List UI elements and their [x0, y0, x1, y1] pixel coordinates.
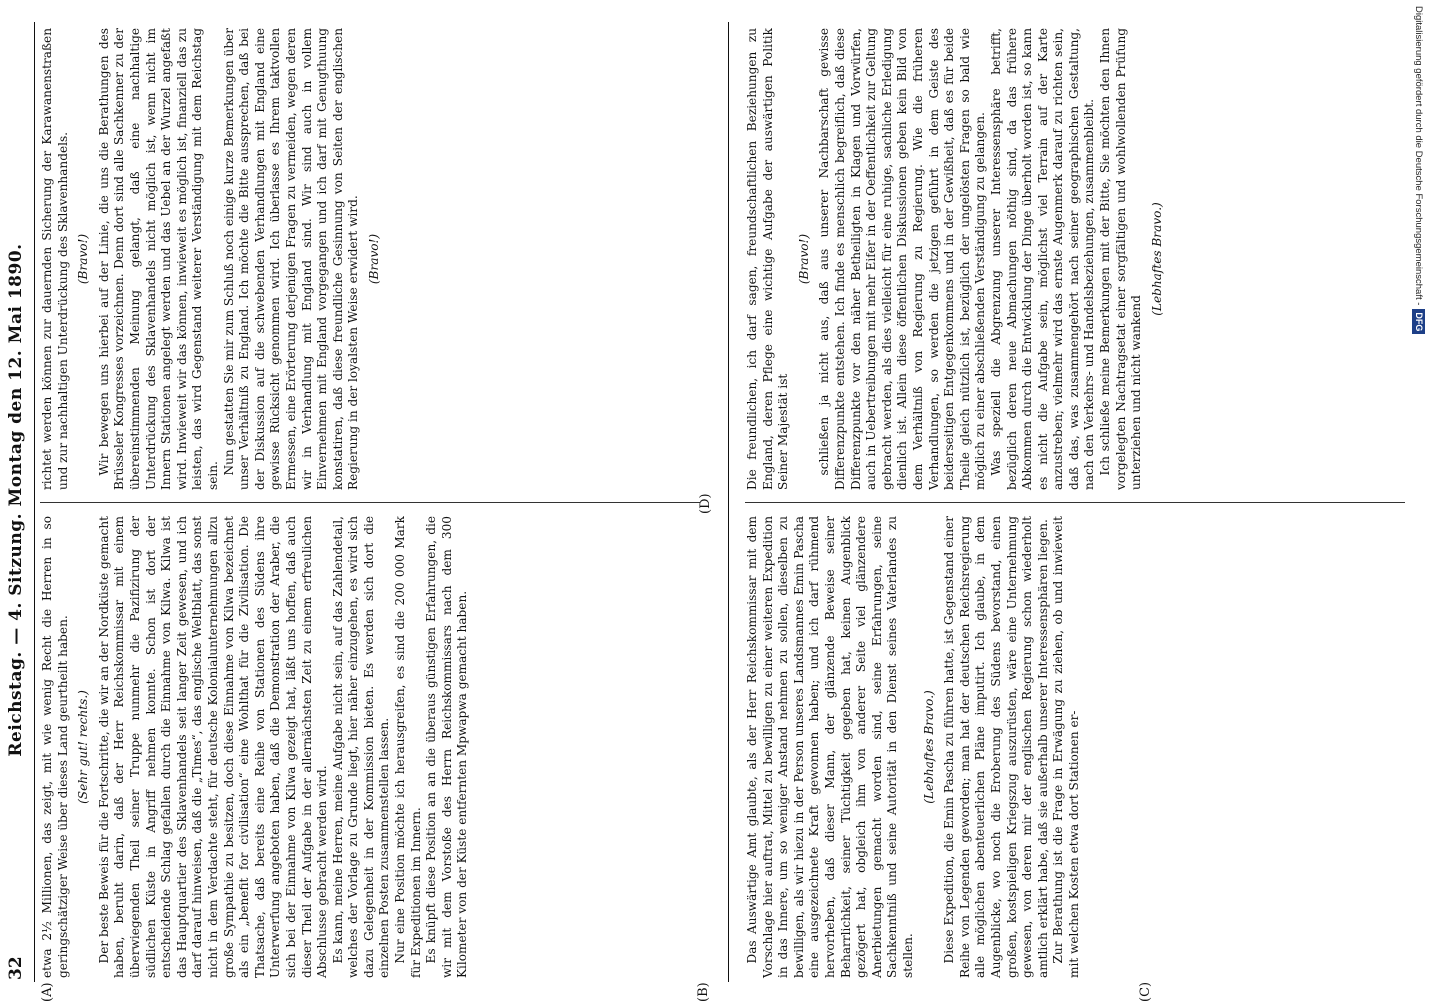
interjection: (Sehr gut! rechts.) — [76, 690, 91, 804]
column-divider — [40, 502, 700, 503]
margin-marker-c: (C) — [1138, 981, 1153, 1002]
column-a — [40, 516, 471, 978]
interjection: (Bravo!) — [366, 233, 381, 285]
margin-marker-a: (A) — [40, 982, 55, 1002]
dfg-logo: DFG — [1412, 309, 1425, 334]
interjection: (Lebhaftes Bravo.) — [1149, 202, 1164, 316]
interjection: (Lebhaftes Bravo.) — [921, 690, 936, 804]
paragraph: Es knüpft diese Position an an die überaus günstigen Erfahrungen, die wir mit dem Vorstoße des Herrn Reichskommissars nach dem 300 Kilometer von der Küste entfernten Mpwapwa gemacht haben. — [424, 516, 470, 978]
digitization-credit — [1408, 6, 1428, 386]
paragraph: Nur eine Position möchte ich herausgreifen, es sind die 200 000 Mark für Expeditionen im Innern. — [393, 516, 423, 978]
page-number: 32 — [6, 956, 26, 980]
paragraph: etwa 2½ Millionen, das zeigt, mit wie wenig Recht die Herren in so geringschätziger Weise über dieses Land geurtheilt haben. — [40, 516, 70, 978]
column-b — [40, 28, 387, 490]
margin-marker-d: (D) — [698, 493, 713, 514]
paragraph: Zur Berathung ist die Frage in Erwägung zu ziehen, ob und inwieweit mit welchen Kosten etwa dort Stationen er- — [1051, 516, 1081, 978]
interjection: (Bravo!) — [796, 233, 811, 285]
column-divider — [745, 502, 1405, 503]
paragraph: Der beste Beweis für die Fortschritte, die wir an der Nordküste gemacht haben, beruht darin, daß der Herr Reichskommissar mit einem überwiegenden Theil seiner Truppe nunmehr die Pazifizirung der südlichen Küste in Angriff nehmen konnte. Schon ist dort der entscheidende Schlag gefallen durch die Einnahme von Kilwa. Kilwa ist das Hauptquartier des Sklavenhandels seit langer Zeit gewesen, und ich darf darauf hinweisen, daß die „Times“, das englische Weltblatt, das sonst nicht in dem Verdachte steht, für deutsche Kolonialunternehmungen allzu große Sympathie zu besitzen, doch diese Einnahme von Kilwa bezeichnet als ein „benefit for civilisation“ eine Wohlthat für die Zivilisation. Die Thatsache, daß bereits eine Reihe von Stationen des Südens ihre Unterwerfung angeboten haben, daß die Demonstration der Araber, die sich bei der Einnahme von Kilwa gezeigt hat, läßt uns hoffen, daß auch dieser Theil der Aufgabe in der allernächsten Zeit zu einem erfreulichen Abschlusse gebracht werden wird. — [96, 516, 330, 978]
section-rule — [728, 22, 729, 982]
paragraph: Diese Expedition, die Emin Pascha zu führen hatte, ist Gegenstand einer Reihe von Legenden geworden; man hat der deutschen Reichsregierung alle möglichen abenteuerlichen Pläne imputirt. Ich glaube, in dem Augenblicke, wo noch die Eroberung des Südens bevorstand, einen großen, kostspieligen Kriegszug auszurüsten, wäre eine Unternehmung gewesen, von deren mir der englischen Regierung schon wiederholt amtlich erklärt habe, daß sie außerhalb unserer Interessensphären liegen. — [942, 516, 1050, 978]
running-title: Reichstag. — 4. Sitzung. Montag den 12. Mai 1890. — [6, 243, 26, 757]
paragraph: Wir bewegen uns hierbei auf der Linie, die uns die Berathungen des Brüsseler Kongresses vorzeichnen. Denn dort sind alle Sachkenner zu der übereinstimmenden Meinung gelangt, daß eine nachhaltige Unterdrückung des Sklavenhandels nicht möglich ist, wenn nicht im Innern Stationen angelegt werden und das Uebel an der Wurzel angefaßt wird. Inwieweit wir das können, inwieweit es möglich ist, finanziell das zu leisten, das wird Gegenstand weiterer Verständigung mit dem Reichstag sein. — [96, 28, 220, 490]
interjection: (Bravo!) — [76, 233, 91, 285]
column-d — [745, 28, 1170, 490]
header-rule — [34, 22, 35, 982]
paragraph: Nun gestatten Sie mir zum Schluß noch einige kurze Bemerkungen über unser Verhältniß zu England. Ich möchte die Bitte aussprechen, daß bei der Diskussion auf die schwebenden Verhandlungen mit England eine gewisse Rücksicht genommen wird. Ich überlasse es Ihrem taktvollen Ermessen, eine Erörterung derjenigen Fragen zu vermeiden, wegen deren wir in Verhandlung mit England sind. Wir sind auch in vollem Einvernehmen mit England vorgegangen und ich darf mit Genugthuung konstatiren, daß diese freundliche Gesinnung von Seiten der englischen Regierung in der loyalsten Weise erwidert wird. — [221, 28, 361, 490]
column-c — [745, 516, 1082, 978]
paragraph: Was speziell die Abgrenzung unserer Interessensphäre betrifft, bezüglich deren neue Abmachungen nöthig sind, da das frühere Abkommen durch die Entwicklung der Dinge überholt worden ist, so kann es nicht die Aufgabe sein, möglichst viel Terrain auf der Karte anzustreben; vielmehr wird das ernste Augenmerk darauf zu richten sein, daß das, was zusammengehört nach seiner geographischen Gestaltung, nach den Verkehrs- und Handelsbeziehungen, zusammenbleibt. — [988, 28, 1097, 490]
paragraph: Es kann, meine Herren, meine Aufgabe nicht sein, auf das Zahlendetail, welches der Vorlage zu Grunde liegt, hier näher einzugehen, es wird sich dazu Gelegenheit in der Kommission bieten. Es werden sich dort die einzelnen Posten zusammenstellen lassen. — [330, 516, 392, 978]
paragraph: Das Auswärtige Amt glaubte, als der Herr Reichskommissar mit dem Vorschlage hier auftrat, Mittel zu bewilligen zu einer weiteren Expedition in das Innere, um so weniger Anstand nehmen zu sollen, dieselben zu bewilligen, als wir hiezu in der Person unseres Landsmannes Emin Pascha eine ausgezeichnete Kraft gewonnen haben; und ich darf rühmend hervorheben, daß dieser Mann, der glänzende Beweise seiner Beharrlichkeit, seiner Tüchtigkeit gegeben hat, keinen Augenblick gezögert hat, obgleich ihm von anderer Seite viel glänzendere Anerbietungen gemacht worden sind, seine Erfahrungen, seine Sachkenntniß und seine Autorität in den Dienst seines Vaterlandes zu stellen. — [745, 516, 915, 978]
paragraph: schließen ja nicht aus, daß aus unserer Nachbarschaft gewisse Differenzpunkte entstehen. Ich finde es menschlich begreiflich, daß diese Differenzpunkte vor den näher Betheiligten in Klagen und Vorwürfen, auch in Uebertreibungen mit mehr Eifer in der Oeffentlichkeit zur Geltung gebracht werden, als dies vielleicht für eine ruhige, sachliche Erledigung dienlich ist. Allein diese öffentlichen Diskussionen geben kein Bild von dem Verhältniß von Regierung zu Regierung. Wie die früheren Verhandlungen, so werden die jetzigen geführt in dem Geiste des beiderseitigen Entgegenkommens und in der Gewißheit, daß es für beide Theile gleich nützlich ist, bezüglich der ungelösten Fragen so bald wie möglich zu einer abschließenden Verständigung zu gelangen. — [817, 28, 988, 490]
margin-marker-b: (B) — [696, 982, 711, 1002]
credit-text: Digitalisierung gefördert durch die Deutsche Forschungsgemeinschaft - — [1413, 6, 1424, 306]
paragraph: Ich schließe meine Bemerkungen mit der Bitte, Sie möchten den Ihnen vorgelegten Nachtragsetat einer sorgfältigen und wohlwollenden Prüfung unterziehen und nicht wankend — [1098, 28, 1144, 490]
paragraph: Die freundlichen, ich darf sagen, freundschaftlichen Beziehungen zu England, deren Pflege eine wichtige Aufgabe der auswärtigen Politik Seiner Majestät ist — [745, 28, 791, 490]
paragraph: richtet werden können zur dauernden Sicherung der Karawanenstraßen und zur nachhaltigen Unterdrückung des Sklavenhandels. — [40, 28, 70, 490]
